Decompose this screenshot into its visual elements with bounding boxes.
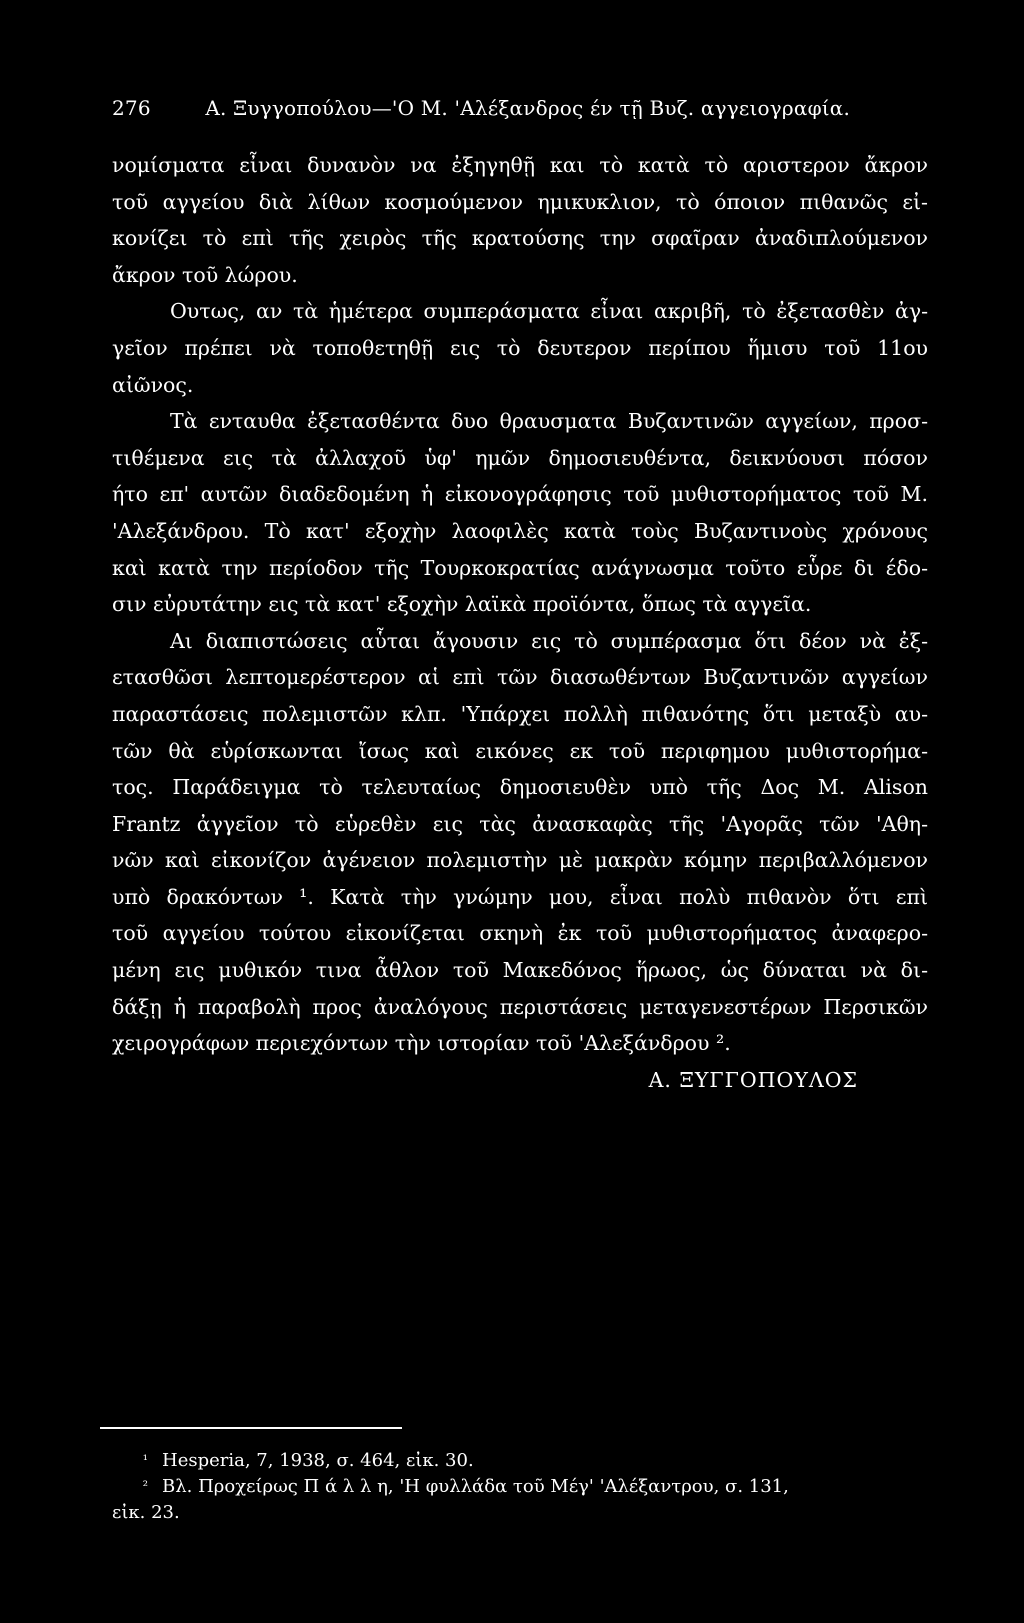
text-line: παραστάσεις πολεμιστῶν κλπ. 'Υπάρχει πολλὴ πιθανότης ὅτι μεταξὺ αυ-: [112, 701, 928, 726]
page-number: 276: [112, 96, 151, 120]
footnote: [112, 1448, 928, 1474]
text-line: δάξῃ ἡ παραβολὴ προς ἀναλόγους περιστάσεις μεταγενεστέρων Περσικῶν: [112, 994, 928, 1019]
paragraph: [112, 147, 928, 293]
text-line: υπὸ δρακόντων ¹. Κατὰ τὴν γνώμην μου, εἶναι πολὺ πιθανὸν ὅτι επὶ: [112, 884, 928, 909]
text-line: σιν εὐρυτάτην εις τὰ κατ' εξοχὴν λαϊκὰ προϊόντα, ὅπως τὰ αγγεῖα.: [112, 592, 812, 617]
footnote-mark: ²: [142, 1479, 148, 1494]
text-line: αἰῶνος.: [112, 372, 194, 397]
text-line: τος. Παράδειγμα τὸ τελευταίως δημοσιευθὲν υπὸ τῆς Δος Μ. Alison: [112, 775, 928, 800]
text-line: τοῦ αγγείου τούτου εἰκονίζεται σκηνὴ ἐκ τοῦ μυθιστορήματος ἀναφερο-: [112, 921, 928, 946]
author-signature: Α. ΞΥΓΓΟΠΟΥΛΟΣ: [648, 1067, 858, 1092]
running-header: [112, 96, 850, 120]
text-line: καὶ κατὰ την περίοδον τῆς Τουρκοκρατίας ανάγνωσμα τοῦτο εὗρε δι έδο-: [112, 555, 928, 580]
footnote: [112, 1474, 928, 1500]
text-line: γεῖον πρέπει νὰ τοποθετηθῇ εις τὸ δευτερον περίπου ἥμισυ τοῦ 11ου: [112, 335, 928, 360]
text-line: νῶν καὶ εἰκονίζον ἀγένειον πολεμιστὴν μὲ μακρὰν κόμην περιβαλλόμενον: [112, 848, 928, 873]
text-line: νομίσματα εἶναι δυνανὸν να ἐξηγηθῇ και τὸ κατὰ τὸ αριστερον ἄκρον: [112, 153, 928, 177]
text-line: Αι διαπιστώσεις αὗται ἄγουσιν εις τὸ συμπέρασμα ὅτι δέον νὰ ἐξ-: [170, 628, 928, 653]
text-line: Frantz ἀγγεῖον τὸ εὑρεθὲν εις τὰς ἀνασκαφὰς τῆς 'Αγορᾶς τῶν 'Αθη-: [112, 811, 928, 836]
text-line: ἄκρον τοῦ λώρου.: [112, 262, 298, 287]
paragraph: [112, 403, 928, 623]
text-line: Ουτως, αν τὰ ἡμέτερα συμπεράσματα εἶναι ακριβῆ, τὸ ἐξετασθὲν ἀγ-: [170, 299, 928, 324]
footnote-mark: ¹: [142, 1453, 148, 1468]
text-line: ετασθῶσι λεπτομερέστερον αἱ επὶ τῶν διασωθέντων Βυζαντινῶν αγγείων: [112, 665, 928, 690]
text-line: τοῦ αγγείου διὰ λίθων κοσμούμενον ημικυκλιον, τὸ όποιον πιθανῶς εἰ-: [112, 189, 928, 214]
text-line: χειρογράφων περιεχόντων τὴν ιστορίαν τοῦ 'Αλεξάνδρου ².: [112, 1031, 731, 1056]
text-line: μένη εις μυθικόν τινα ἆθλον τοῦ Μακεδόνος ἥρωος, ὡς δύναται νὰ δι-: [112, 958, 928, 983]
text-line: κονίζει τὸ επὶ τῆς χειρὸς τῆς κρατούσης την σφαῖραν ἀναδιπλούμενον: [112, 226, 928, 251]
text-line: 'Αλεξάνδρου. Τὸ κατ' εξοχὴν λαοφιλὲς κατὰ τοὺς Βυζαντινοὺς χρόνους: [112, 518, 928, 543]
footnote-rule: [100, 1427, 402, 1429]
footnotes: [112, 1448, 928, 1526]
text-line: ήτο επ' αυτῶν διαδεδομένη ἡ εἰκονογράφησις τοῦ μυθιστορήματος τοῦ Μ.: [112, 482, 928, 507]
text-line: Τὰ ενταυθα ἐξετασθέντα δυο θραυσματα Βυζαντινῶν αγγείων, προσ-: [170, 409, 928, 434]
footnote-text: Βλ. Προχείρως Π ά λ λ η, 'Η φυλλάδα τοῦ Μέγ' 'Αλέξαντρου, σ. 131,: [162, 1476, 789, 1497]
running-title: Α. Ξυγγοπούλου—'Ο Μ. 'Αλέξανδρος έν τῇ Βυζ. αγγειογραφία.: [205, 96, 851, 120]
footnote-continuation: [112, 1500, 928, 1526]
text-line: τῶν θὰ εὑρίσκωνται ἴσως καὶ εικόνες εκ τοῦ περιφημου μυθιστορήμα-: [112, 738, 928, 763]
paragraph: [112, 293, 928, 403]
footnote-text: Hesperia, 7, 1938, σ. 464, εἰκ. 30.: [162, 1450, 474, 1471]
text-line: τιθέμενα εις τὰ ἀλλαχοῦ ὑφ' ημῶν δημοσιευθέντα, δεικνύουσι πόσον: [112, 445, 928, 470]
footnote-text: εἰκ. 23.: [112, 1502, 180, 1523]
paragraph: [112, 623, 928, 1062]
body-text: [112, 147, 928, 1098]
